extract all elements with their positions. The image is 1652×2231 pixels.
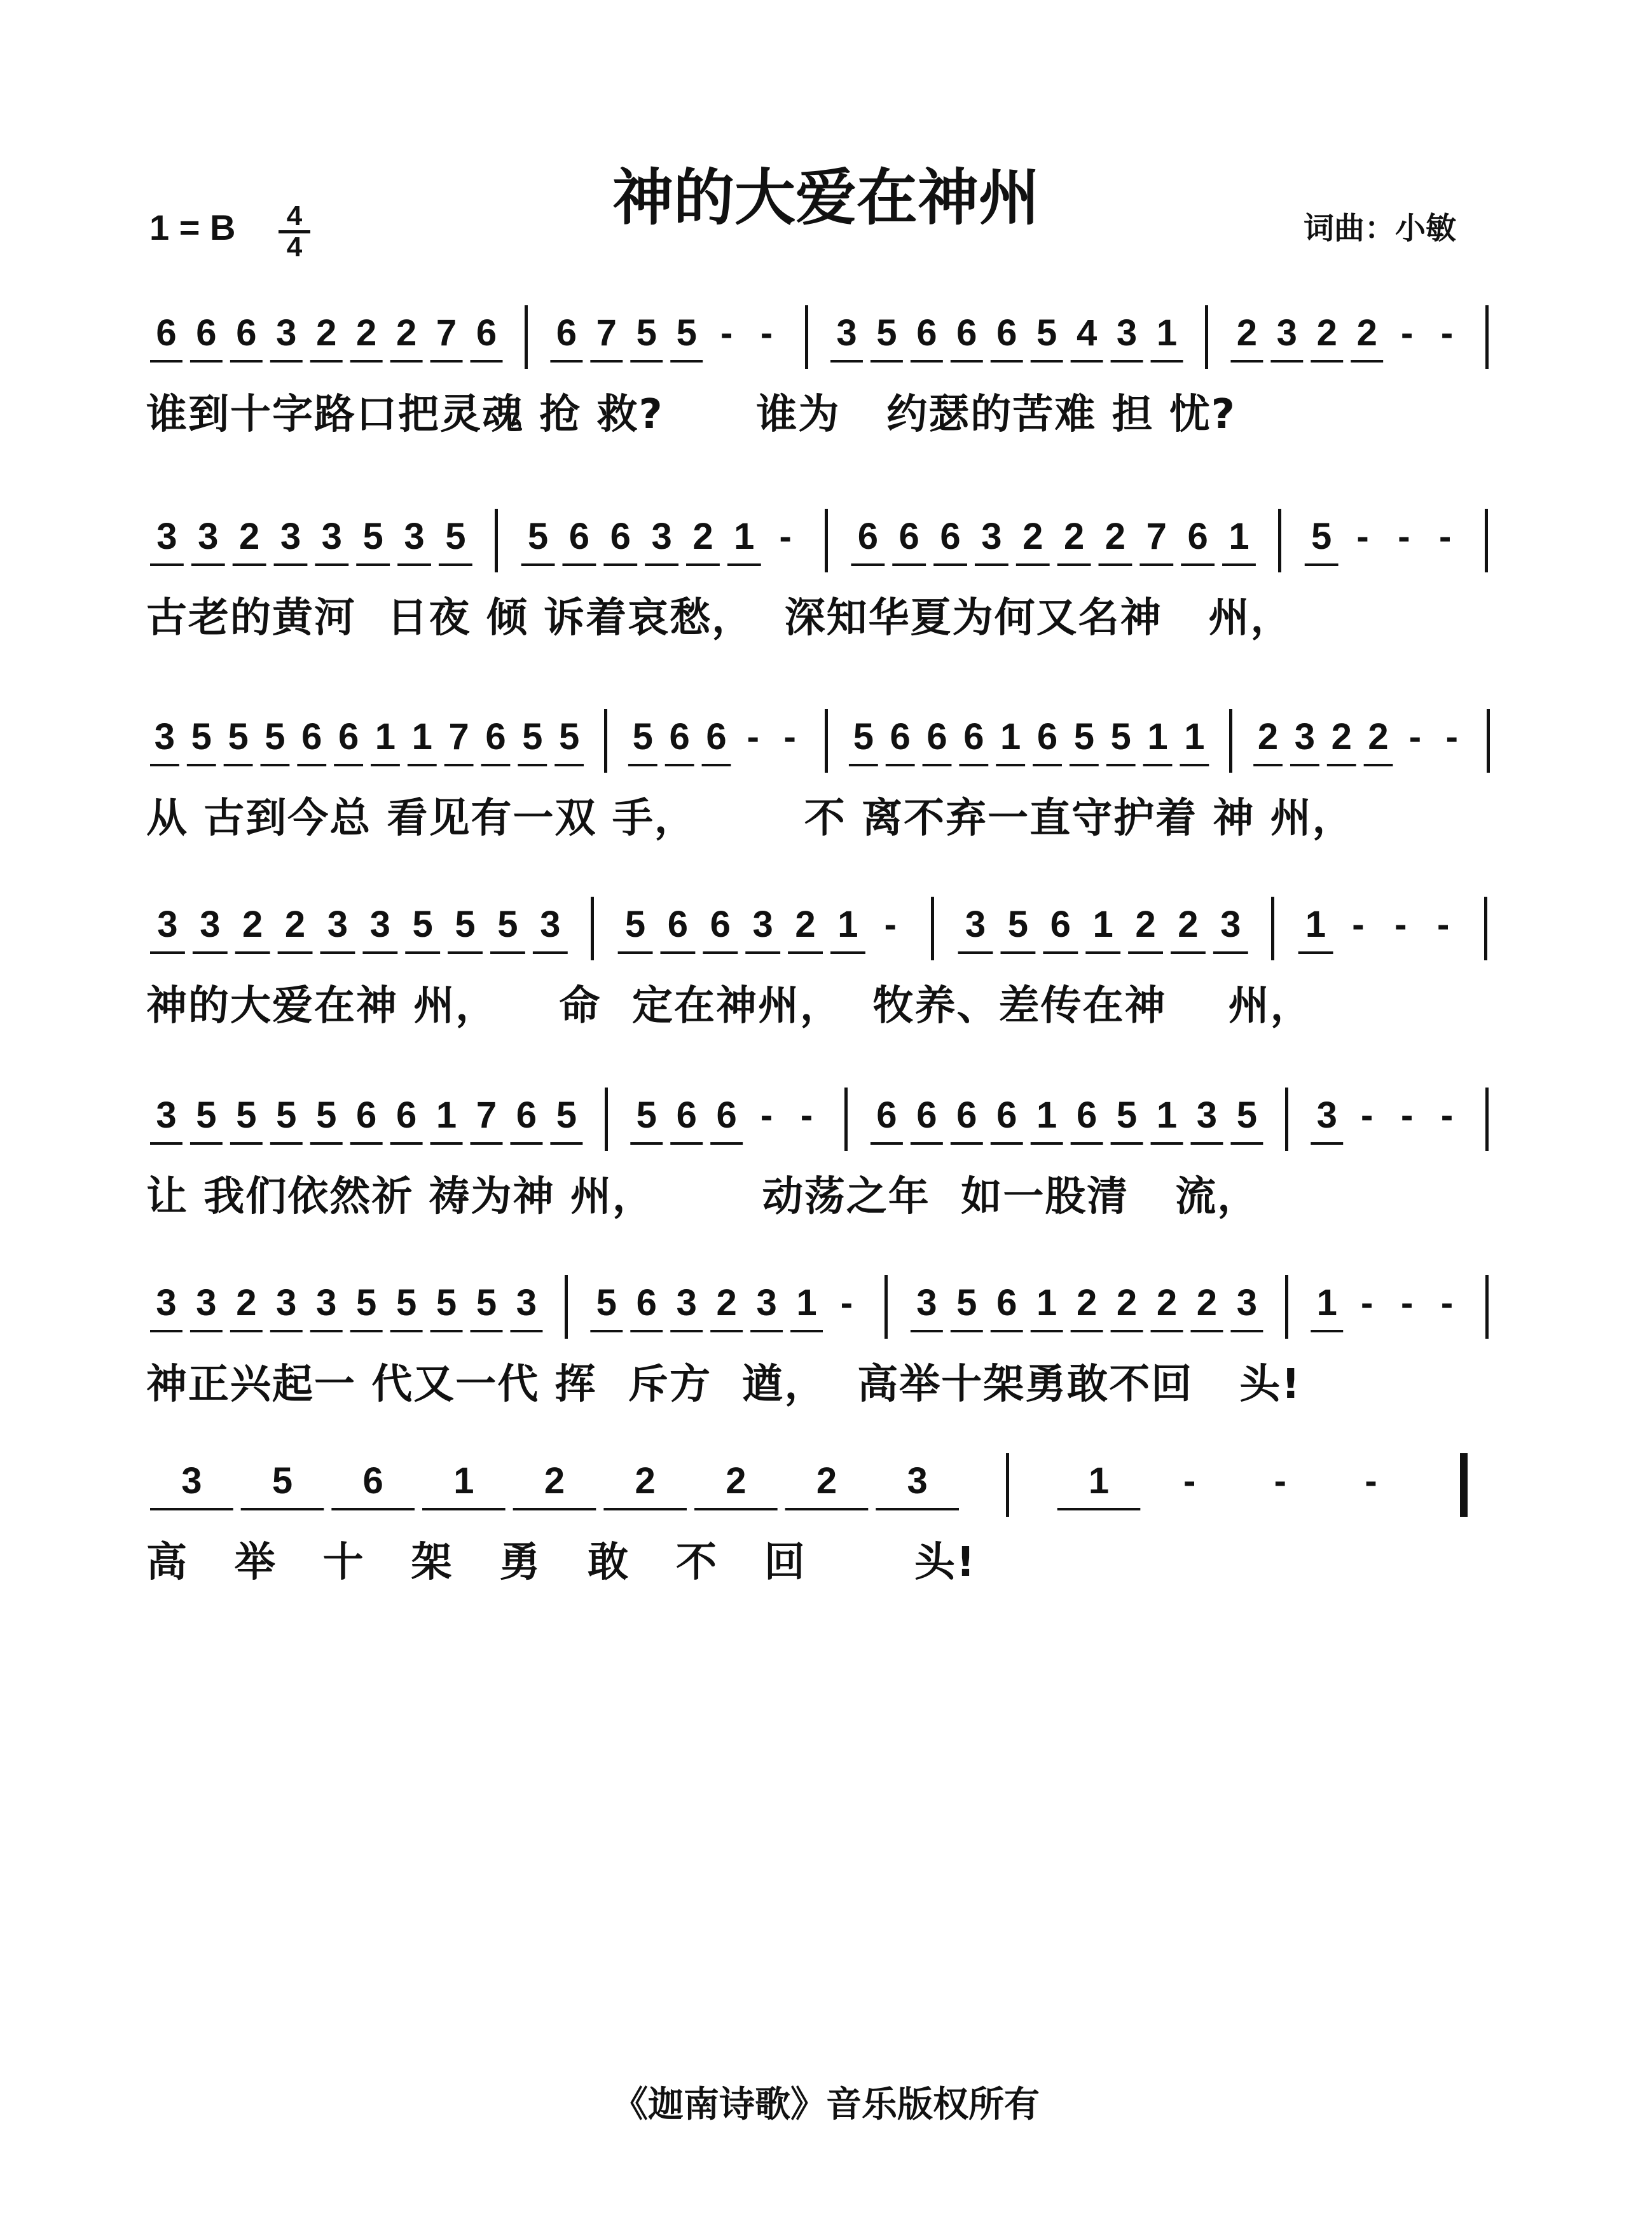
lyrics-line: 古老的黄河 日夜 倾 诉着哀愁， 深知华夏为何又名神 州， — [146, 595, 1293, 642]
note: 3 — [916, 1282, 937, 1323]
note: 5 — [476, 1282, 497, 1323]
dash-extension: - — [1400, 1095, 1414, 1136]
note: 6 — [636, 1282, 657, 1323]
note: 5 — [362, 516, 383, 557]
dash-extension: - — [1274, 1460, 1286, 1502]
note: 2 — [1063, 516, 1085, 557]
note: 7 — [436, 312, 457, 354]
note: 2 — [716, 1282, 737, 1323]
note: 5 — [445, 516, 466, 557]
note: 2 — [1331, 716, 1352, 757]
note: 2 — [692, 516, 713, 557]
underlines — [146, 703, 1507, 785]
note: 6 — [669, 716, 690, 757]
dash-extension: - — [747, 716, 759, 757]
note: 6 — [156, 312, 177, 354]
note: 3 — [907, 1460, 928, 1502]
score-system — [146, 1447, 1507, 1586]
key-signature: 1 = B — [149, 207, 236, 247]
note: 3 — [1236, 1282, 1258, 1323]
note: 5 — [1036, 312, 1057, 354]
note: 6 — [1187, 516, 1208, 557]
note: 2 — [726, 1460, 747, 1502]
note: 3 — [1196, 1095, 1218, 1136]
dash-extension: - — [779, 516, 792, 557]
note: 2 — [1116, 1282, 1138, 1323]
note: 6 — [396, 1095, 417, 1136]
note: 3 — [1220, 904, 1241, 945]
note: 6 — [857, 516, 878, 557]
dash-extension: - — [1440, 1282, 1454, 1323]
note: 2 — [1368, 716, 1389, 757]
dash-extension: - — [1394, 904, 1407, 945]
dash-extension: - — [1400, 312, 1414, 354]
note: 6 — [963, 716, 984, 757]
note: 2 — [544, 1460, 565, 1502]
note: 2 — [1022, 516, 1043, 557]
note: 6 — [898, 516, 919, 557]
note: 1 — [411, 716, 432, 757]
note: 3 — [540, 904, 561, 945]
score-system — [146, 890, 1507, 1030]
song-title: 神的大爱在神州 — [612, 162, 1040, 233]
note: 2 — [635, 1460, 656, 1502]
note: 3 — [316, 1282, 337, 1323]
note: 1 — [1000, 716, 1021, 757]
underlines — [146, 1269, 1507, 1351]
note: 6 — [1050, 904, 1071, 945]
note: 6 — [338, 716, 359, 757]
note: 2 — [1178, 904, 1199, 945]
note: 6 — [996, 312, 1017, 354]
score-system — [146, 299, 1507, 438]
composer-credit: 词曲：小敏 — [1304, 211, 1457, 246]
dash-extension: - — [1398, 516, 1410, 557]
note: 6 — [926, 716, 947, 757]
note: 3 — [756, 1282, 777, 1323]
score-system — [146, 1081, 1507, 1220]
note: 1 — [796, 1282, 817, 1323]
note: 2 — [795, 904, 816, 945]
note: 5 — [396, 1282, 417, 1323]
note: 3 — [369, 904, 390, 945]
note: 5 — [436, 1282, 457, 1323]
note: 5 — [956, 1282, 977, 1323]
note: 3 — [156, 1095, 177, 1136]
lyrics-line: 高 举 十 架 勇 敢 不 回 头! — [146, 1539, 977, 1586]
dash-extension: - — [760, 1095, 773, 1136]
dash-extension: - — [800, 1095, 813, 1136]
note: 2 — [1236, 312, 1258, 354]
note: 5 — [596, 1282, 617, 1323]
note: 1 — [453, 1460, 474, 1502]
note: 5 — [556, 1095, 577, 1136]
note: 5 — [527, 516, 549, 557]
dash-extension: - — [1365, 1460, 1377, 1502]
note: 5 — [228, 716, 249, 757]
note: 3 — [198, 516, 219, 557]
note: 6 — [236, 312, 257, 354]
lyrics-line: 神的大爱在神 州， 命 定在神州， 牧养、差传在神 州， — [146, 983, 1312, 1030]
note: 5 — [276, 1095, 297, 1136]
note: 5 — [522, 716, 543, 757]
lyrics-line: 神正兴起一 代又一代 挥 斥方 遒， 高举十架勇敢不回 头! — [146, 1361, 1302, 1408]
note: 1 — [734, 516, 755, 557]
note: 6 — [996, 1095, 1017, 1136]
note: 5 — [1073, 716, 1094, 757]
note: 3 — [181, 1460, 202, 1502]
note: 6 — [706, 716, 727, 757]
note: 5 — [1236, 1095, 1258, 1136]
note: 3 — [154, 716, 176, 757]
note: 1 — [1088, 1460, 1110, 1502]
note: 5 — [636, 1095, 657, 1136]
dash-extension: - — [1439, 516, 1452, 557]
note: 6 — [196, 312, 217, 354]
dash-extension: - — [1361, 1282, 1373, 1323]
dash-extension: - — [1183, 1460, 1196, 1502]
note: 5 — [558, 716, 580, 757]
note: 1 — [1156, 312, 1178, 354]
note: 5 — [236, 1095, 257, 1136]
note: 3 — [965, 904, 986, 945]
note: 1 — [1184, 716, 1205, 757]
note: 5 — [272, 1460, 293, 1502]
note: 6 — [1076, 1095, 1098, 1136]
note: 2 — [1105, 516, 1126, 557]
note: 6 — [996, 1282, 1017, 1323]
note: 6 — [356, 1095, 377, 1136]
underlines — [146, 1447, 1507, 1530]
note: 1 — [1036, 1095, 1057, 1136]
note: 5 — [455, 904, 476, 945]
note: 1 — [837, 904, 858, 945]
note: 6 — [362, 1460, 383, 1502]
note: 2 — [1356, 312, 1377, 354]
note: 6 — [516, 1095, 537, 1136]
dash-extension: - — [840, 1282, 853, 1323]
note: 7 — [476, 1095, 497, 1136]
note: 5 — [1007, 904, 1029, 945]
dash-extension: - — [1361, 1095, 1373, 1136]
dash-extension: - — [1356, 516, 1369, 557]
note: 3 — [676, 1282, 697, 1323]
note: 6 — [956, 312, 977, 354]
note: 6 — [916, 1095, 937, 1136]
note: 2 — [396, 312, 417, 354]
note: 5 — [316, 1095, 337, 1136]
dash-extension: - — [1445, 716, 1458, 757]
note: 4 — [1076, 312, 1098, 354]
note: 1 — [1036, 1282, 1057, 1323]
note: 3 — [1116, 312, 1138, 354]
note: 2 — [356, 312, 377, 354]
underlines — [146, 299, 1507, 382]
dash-extension: - — [760, 312, 773, 354]
note: 6 — [568, 516, 590, 557]
note: 2 — [1257, 716, 1279, 757]
note: 5 — [632, 716, 653, 757]
dash-extension: - — [1408, 716, 1422, 757]
note: 1 — [1229, 516, 1249, 557]
note: 3 — [836, 312, 857, 354]
note: 3 — [196, 1282, 217, 1323]
underlines — [146, 890, 1507, 973]
note: 3 — [752, 904, 773, 945]
note: 5 — [191, 716, 212, 757]
note: 6 — [667, 904, 689, 945]
score-system — [146, 703, 1507, 842]
note: 6 — [876, 1095, 897, 1136]
note: 3 — [276, 312, 297, 354]
note: 5 — [624, 904, 646, 945]
note: 2 — [316, 312, 337, 354]
note: 5 — [876, 312, 897, 354]
note: 6 — [301, 716, 322, 757]
note: 3 — [157, 904, 178, 945]
note: 1 — [436, 1095, 457, 1136]
dash-extension: - — [1437, 904, 1450, 945]
note: 6 — [556, 312, 577, 354]
dash-extension: - — [1400, 1282, 1414, 1323]
underlines — [146, 1081, 1507, 1164]
note: 3 — [1294, 716, 1316, 757]
note: 3 — [981, 516, 1002, 557]
note: 3 — [156, 516, 177, 557]
note: 5 — [1311, 516, 1332, 557]
note: 3 — [327, 904, 348, 945]
note: 5 — [356, 1282, 377, 1323]
underlines — [146, 502, 1507, 585]
note: 6 — [485, 716, 506, 757]
time-signature — [279, 202, 310, 261]
note: 6 — [1036, 716, 1058, 757]
note: 3 — [651, 516, 672, 557]
note: 7 — [596, 312, 617, 354]
dash-extension: - — [1440, 1095, 1454, 1136]
note: 5 — [412, 904, 433, 945]
note: 5 — [636, 312, 657, 354]
note: 5 — [1110, 716, 1131, 757]
note: 2 — [242, 904, 263, 945]
time-signature-bottom: 4 — [286, 231, 303, 263]
note: 5 — [196, 1095, 217, 1136]
note: 1 — [1316, 1282, 1337, 1323]
copyright-footer: 《迦南诗歌》音乐版权所有 — [612, 2084, 1040, 2125]
note: 5 — [676, 312, 697, 354]
note: 6 — [916, 312, 937, 354]
score-system — [146, 502, 1507, 642]
lyrics-line: 让 我们依然祈 祷为神 州， 动荡之年 如一股清 流， — [146, 1173, 1260, 1220]
note: 2 — [284, 904, 306, 945]
score-system — [146, 1269, 1507, 1408]
note: 3 — [321, 516, 342, 557]
note: 2 — [236, 1282, 257, 1323]
note: 5 — [497, 904, 518, 945]
note: 3 — [200, 904, 221, 945]
note: 2 — [238, 516, 260, 557]
dash-extension: - — [884, 904, 897, 945]
dash-extension: - — [1352, 904, 1365, 945]
note: 2 — [1196, 1282, 1218, 1323]
note: 3 — [1276, 312, 1297, 354]
note: 6 — [476, 312, 497, 354]
dash-extension: - — [1440, 312, 1454, 354]
lyrics-line: 从 古到今总 看见有一双 手， 不 离不弃一直守护着 神 州， — [146, 795, 1354, 842]
note: 7 — [448, 716, 469, 757]
note: 6 — [716, 1095, 737, 1136]
note: 3 — [1316, 1095, 1337, 1136]
note: 3 — [276, 1282, 297, 1323]
note: 1 — [1147, 716, 1168, 757]
dash-extension: - — [720, 312, 733, 354]
lyrics-line: 谁到十字路口把灵魂 抢 救? 谁为 约瑟的苦难 担 忧? — [146, 391, 1236, 438]
note: 2 — [1316, 312, 1337, 354]
note: 7 — [1146, 516, 1167, 557]
note: 6 — [956, 1095, 977, 1136]
note: 5 — [853, 716, 874, 757]
dash-extension: - — [783, 716, 796, 757]
note: 5 — [265, 716, 286, 757]
note: 6 — [676, 1095, 697, 1136]
note: 3 — [156, 1282, 177, 1323]
note: 2 — [816, 1460, 837, 1502]
note: 3 — [404, 516, 425, 557]
note: 2 — [1156, 1282, 1178, 1323]
note: 1 — [1305, 904, 1326, 945]
note: 1 — [1092, 904, 1113, 945]
note: 3 — [516, 1282, 537, 1323]
note: 6 — [610, 516, 631, 557]
time-signature-top: 4 — [279, 202, 310, 233]
note: 2 — [1135, 904, 1156, 945]
note: 6 — [890, 716, 911, 757]
note: 1 — [1156, 1095, 1178, 1136]
note: 1 — [375, 716, 396, 757]
note: 6 — [710, 904, 731, 945]
note: 3 — [280, 516, 301, 557]
note: 6 — [940, 516, 961, 557]
note: 2 — [1076, 1282, 1098, 1323]
note: 5 — [1116, 1095, 1138, 1136]
